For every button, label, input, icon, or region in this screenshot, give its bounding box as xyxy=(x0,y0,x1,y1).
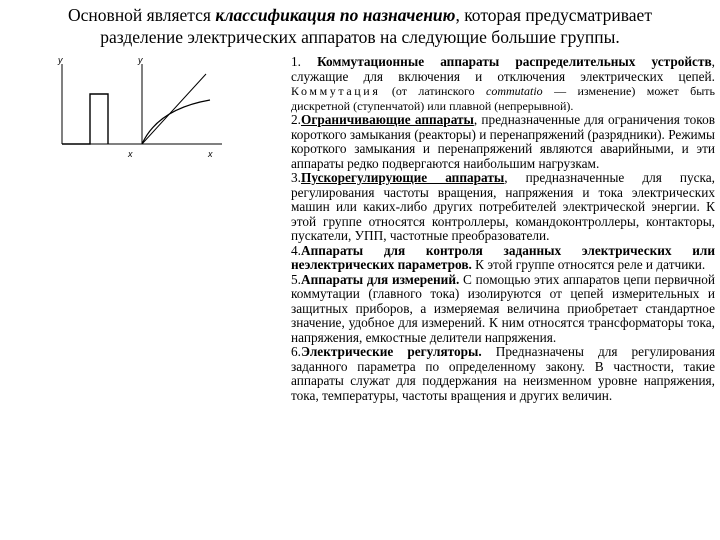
item-1 xyxy=(291,55,715,113)
item-1-note: (от латинского xyxy=(380,84,487,98)
header-text-end: , которая предусматривает xyxy=(455,5,652,25)
item-2-text: , предназначенные для ограничения токов короткого замыкания (реакторы) и перенапряжений (разрядники). Режимы короткого замыкания и перенапряжений являются аварийными, и эти аппараты редко подвергаются наибольшим нагрузкам. xyxy=(291,112,715,171)
left-graph-x-label: x xyxy=(128,149,133,159)
header-text: Основной является xyxy=(68,5,216,25)
classification-list xyxy=(291,55,715,403)
item-1-title: Коммутационные аппараты распределительных устройств xyxy=(317,54,712,69)
header-line-1 xyxy=(40,4,680,26)
left-graph-y-label: y xyxy=(58,55,63,65)
item-6-text: Предназначены для регулирования заданного параметра по определенному закону. В частности, такие аппараты служат для поддержания на неизменном уровне напряжения, тока, температуры, частоты вращения и других величин. xyxy=(291,344,715,403)
item-1-term: Коммутация xyxy=(291,84,381,98)
discrete-characteristic-graph xyxy=(57,55,142,159)
item-3-title: Пускорегулирующие аппараты xyxy=(300,170,505,185)
item-6 xyxy=(291,345,715,403)
linear-curve xyxy=(142,74,206,144)
right-graph-x-label: x xyxy=(208,149,213,159)
item-4-title: Аппараты для контроля заданных электрических или неэлектрических параметров. xyxy=(291,242,715,272)
item-4-text: К этой группе относятся реле и датчики. xyxy=(471,257,706,272)
graphs-svg xyxy=(48,54,228,174)
item-2-number: 2. xyxy=(291,112,301,127)
item-2 xyxy=(291,113,715,171)
item-1-text: , служащие для включения и отключения электрических цепей. xyxy=(291,54,715,84)
item-2-title: Ограничивающие аппараты xyxy=(300,112,474,127)
header-line-2: разделение электрических аппаратов на следующие большие группы. xyxy=(100,27,620,47)
item-4-number: 4. xyxy=(291,242,301,258)
header-emphasis: классификация по назначению xyxy=(215,5,456,25)
right-graph-y-label: y xyxy=(138,55,143,65)
characteristic-graphs xyxy=(48,54,228,174)
item-6-title: Электрические регуляторы. xyxy=(300,344,482,359)
item-3-text: , предназначенные для пуска, регулирования частоты вращения, напряжения и тока электрических машин или каких-либо других потребителей электрической энергии. К этой группе относятся контроллеры, командоконтроллеры, контакторы, пускатели, УПП, частотные преобразователи. xyxy=(291,170,715,243)
item-5-title: Аппараты для измерений. xyxy=(300,271,460,287)
item-1-latin: commutatio xyxy=(486,84,543,98)
item-5-text: С помощью этих аппаратов цепи первичной коммутации (главного тока) изолируются от цепей измерительных и защитных приборов, а измеряемая величина приобретает стандартное значение, удобное для измерений. К ним относятся трансформаторы тока, напряжения, емкостные делители напряжения. xyxy=(291,271,715,345)
continuous-characteristic-graph xyxy=(137,55,222,159)
item-1-number: 1. xyxy=(291,54,318,69)
slide-header xyxy=(40,4,680,48)
item-5-number: 5. xyxy=(291,271,301,287)
step-curve xyxy=(62,94,108,144)
item-3-number: 3. xyxy=(291,170,301,185)
item-3 xyxy=(291,171,715,244)
item-1-note-end: — изменение) может быть дискретной (ступенчатой) или плавной (непрерывной). xyxy=(291,84,716,113)
item-5 xyxy=(291,273,715,346)
item-6-number: 6. xyxy=(291,344,301,359)
item-4 xyxy=(291,244,715,273)
